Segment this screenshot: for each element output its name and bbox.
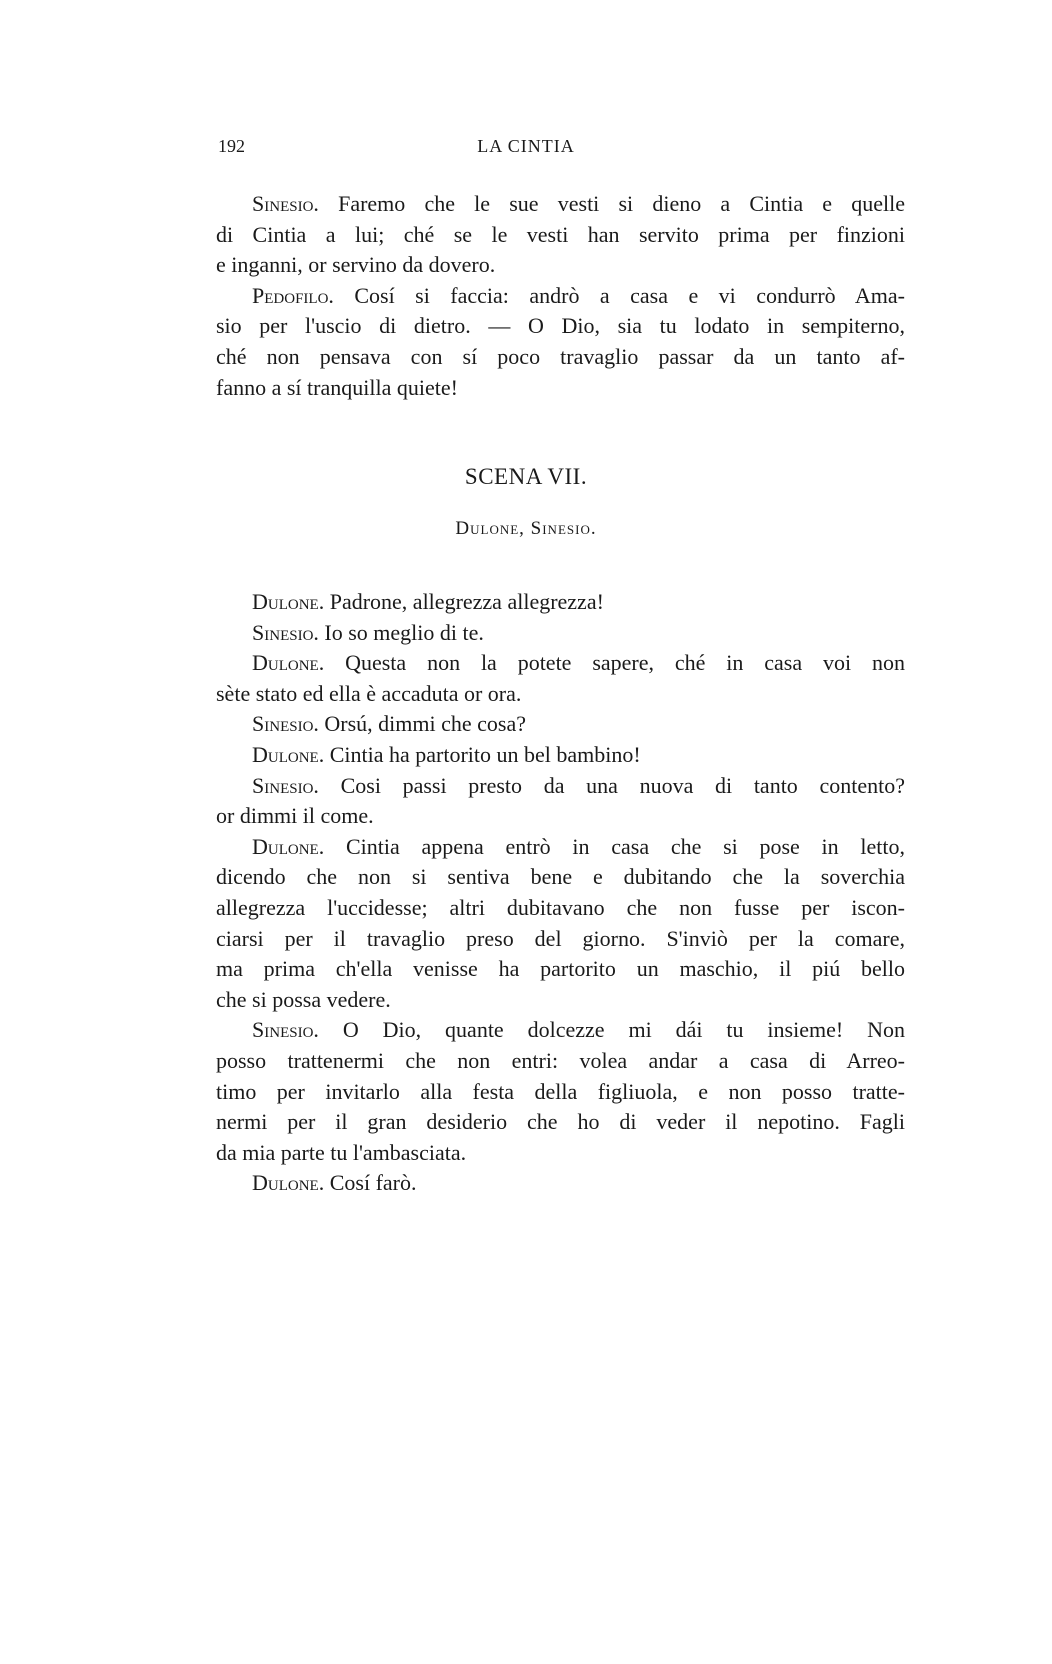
dialogue-line [216,985,905,1015]
dialogue-line [216,893,905,923]
line-text: O Dio, quante dolcezze mi dái tu insieme! Non [318,1017,905,1043]
line-text: timo per invitarlo alla festa della figliuola, e non posso tratte- [216,1078,905,1104]
dialogue-line-first [252,618,905,648]
dialogue-line [216,862,905,892]
dialogue-line-first [252,648,905,678]
speaker-name: Sinesio. [252,619,319,645]
line-text: Faremo che le sue vesti si dieno a Cintia e quelle [318,191,905,216]
line-text: Io so meglio di te. [318,619,484,645]
dialogue-line [216,250,905,280]
dialogue-line-first [252,832,905,862]
line-text: allegrezza l'uccidesse; altri dubitavano che non fusse per iscon- [216,895,905,920]
line-text: sio per l'uscio di dietro. — O Dio, sia tu lodato in sempiterno, [216,313,905,339]
dialogue-line-first [252,1015,905,1045]
page-number: 192 [218,136,245,156]
line-text: Questa non la potete sapere, ché in casa voi non [324,650,905,676]
line-text: e inganni, or servino da dovero. [216,252,496,278]
line-text: Orsú, dimmi che cosa? [318,711,527,737]
speaker-name: Sinesio. [252,711,319,737]
dialogue-line [216,220,905,250]
dialogue-line-first [252,771,905,801]
line-text: nermi per il gran desiderio che ho di veder il nepotino. Fagli [216,1109,905,1135]
speaker-name: Dulone. [252,650,325,676]
dialogue-line-first [252,281,905,311]
line-text: sète stato ed ella è accaduta or ora. [216,680,522,706]
dialogue-line [216,801,905,831]
dialogue-line-first [252,740,905,770]
line-text: di Cintia a lui; ché se le vesti han servito prima per finzioni [216,221,905,247]
line-text: ché non pensava con sí poco travaglio passar da un tanto af- [216,344,905,369]
dialogue-line-first [252,587,905,617]
line-text: ciarsi per il travaglio preso del giorno. S'inviò per la comare, [216,925,905,951]
speaker-name: Dulone. [252,1170,325,1196]
line-text: Cintia ha partorito un bel bambino! [324,742,641,767]
line-text: posso trattenermi che non entri: volea andar a casa di Arreo- [216,1048,905,1073]
dialogue-line [216,373,905,403]
line-text: Cosi passi presto da una nuova di tanto contento? [318,772,905,798]
scene-characters: Dulone, Sinesio. [455,518,597,539]
line-text: Cintia appena entrò in casa che si pose in letto, [324,833,905,859]
dialogue-line [216,1046,905,1076]
speaker-name: Pedofilo. [252,282,334,308]
dialogue-line [216,954,905,984]
line-text: or dimmi il come. [216,803,374,829]
speaker-name: Sinesio. [252,772,319,798]
dialogue-line [216,1077,905,1107]
scene-title: SCENA VII. [464,464,588,489]
line-text: ma prima ch'ella venisse ha partorito un maschio, il piú bello [216,956,905,982]
running-title: LA CINTIA [477,136,575,156]
line-text: da mia parte tu l'ambasciata. [216,1139,467,1165]
line-text: dicendo che non si sentiva bene e dubitando che la soverchia [216,864,905,890]
dialogue-line-first [252,709,905,739]
speaker-name: Dulone. [252,589,325,614]
dialogue-line [216,1107,905,1137]
dialogue-line-first [252,189,905,219]
speaker-name: Dulone. [252,742,325,767]
dialogue-line [216,1138,905,1168]
speaker-name: Sinesio. [252,1017,319,1043]
line-text: Padrone, allegrezza allegrezza! [324,589,604,614]
dialogue-line [216,679,905,709]
dialogue-line [216,311,905,341]
line-text: Cosí si faccia: andrò a casa e vi condurrò Ama- [333,282,905,308]
dialogue-line [216,924,905,954]
line-text: Cosí farò. [324,1170,417,1196]
line-text: fanno a sí tranquilla quiete! [216,374,458,400]
speaker-name: Dulone. [252,833,325,859]
speaker-name: Sinesio. [252,191,319,216]
dialogue-line [216,342,905,372]
dialogue-line-first [252,1168,905,1198]
line-text: che si possa vedere. [216,986,391,1012]
